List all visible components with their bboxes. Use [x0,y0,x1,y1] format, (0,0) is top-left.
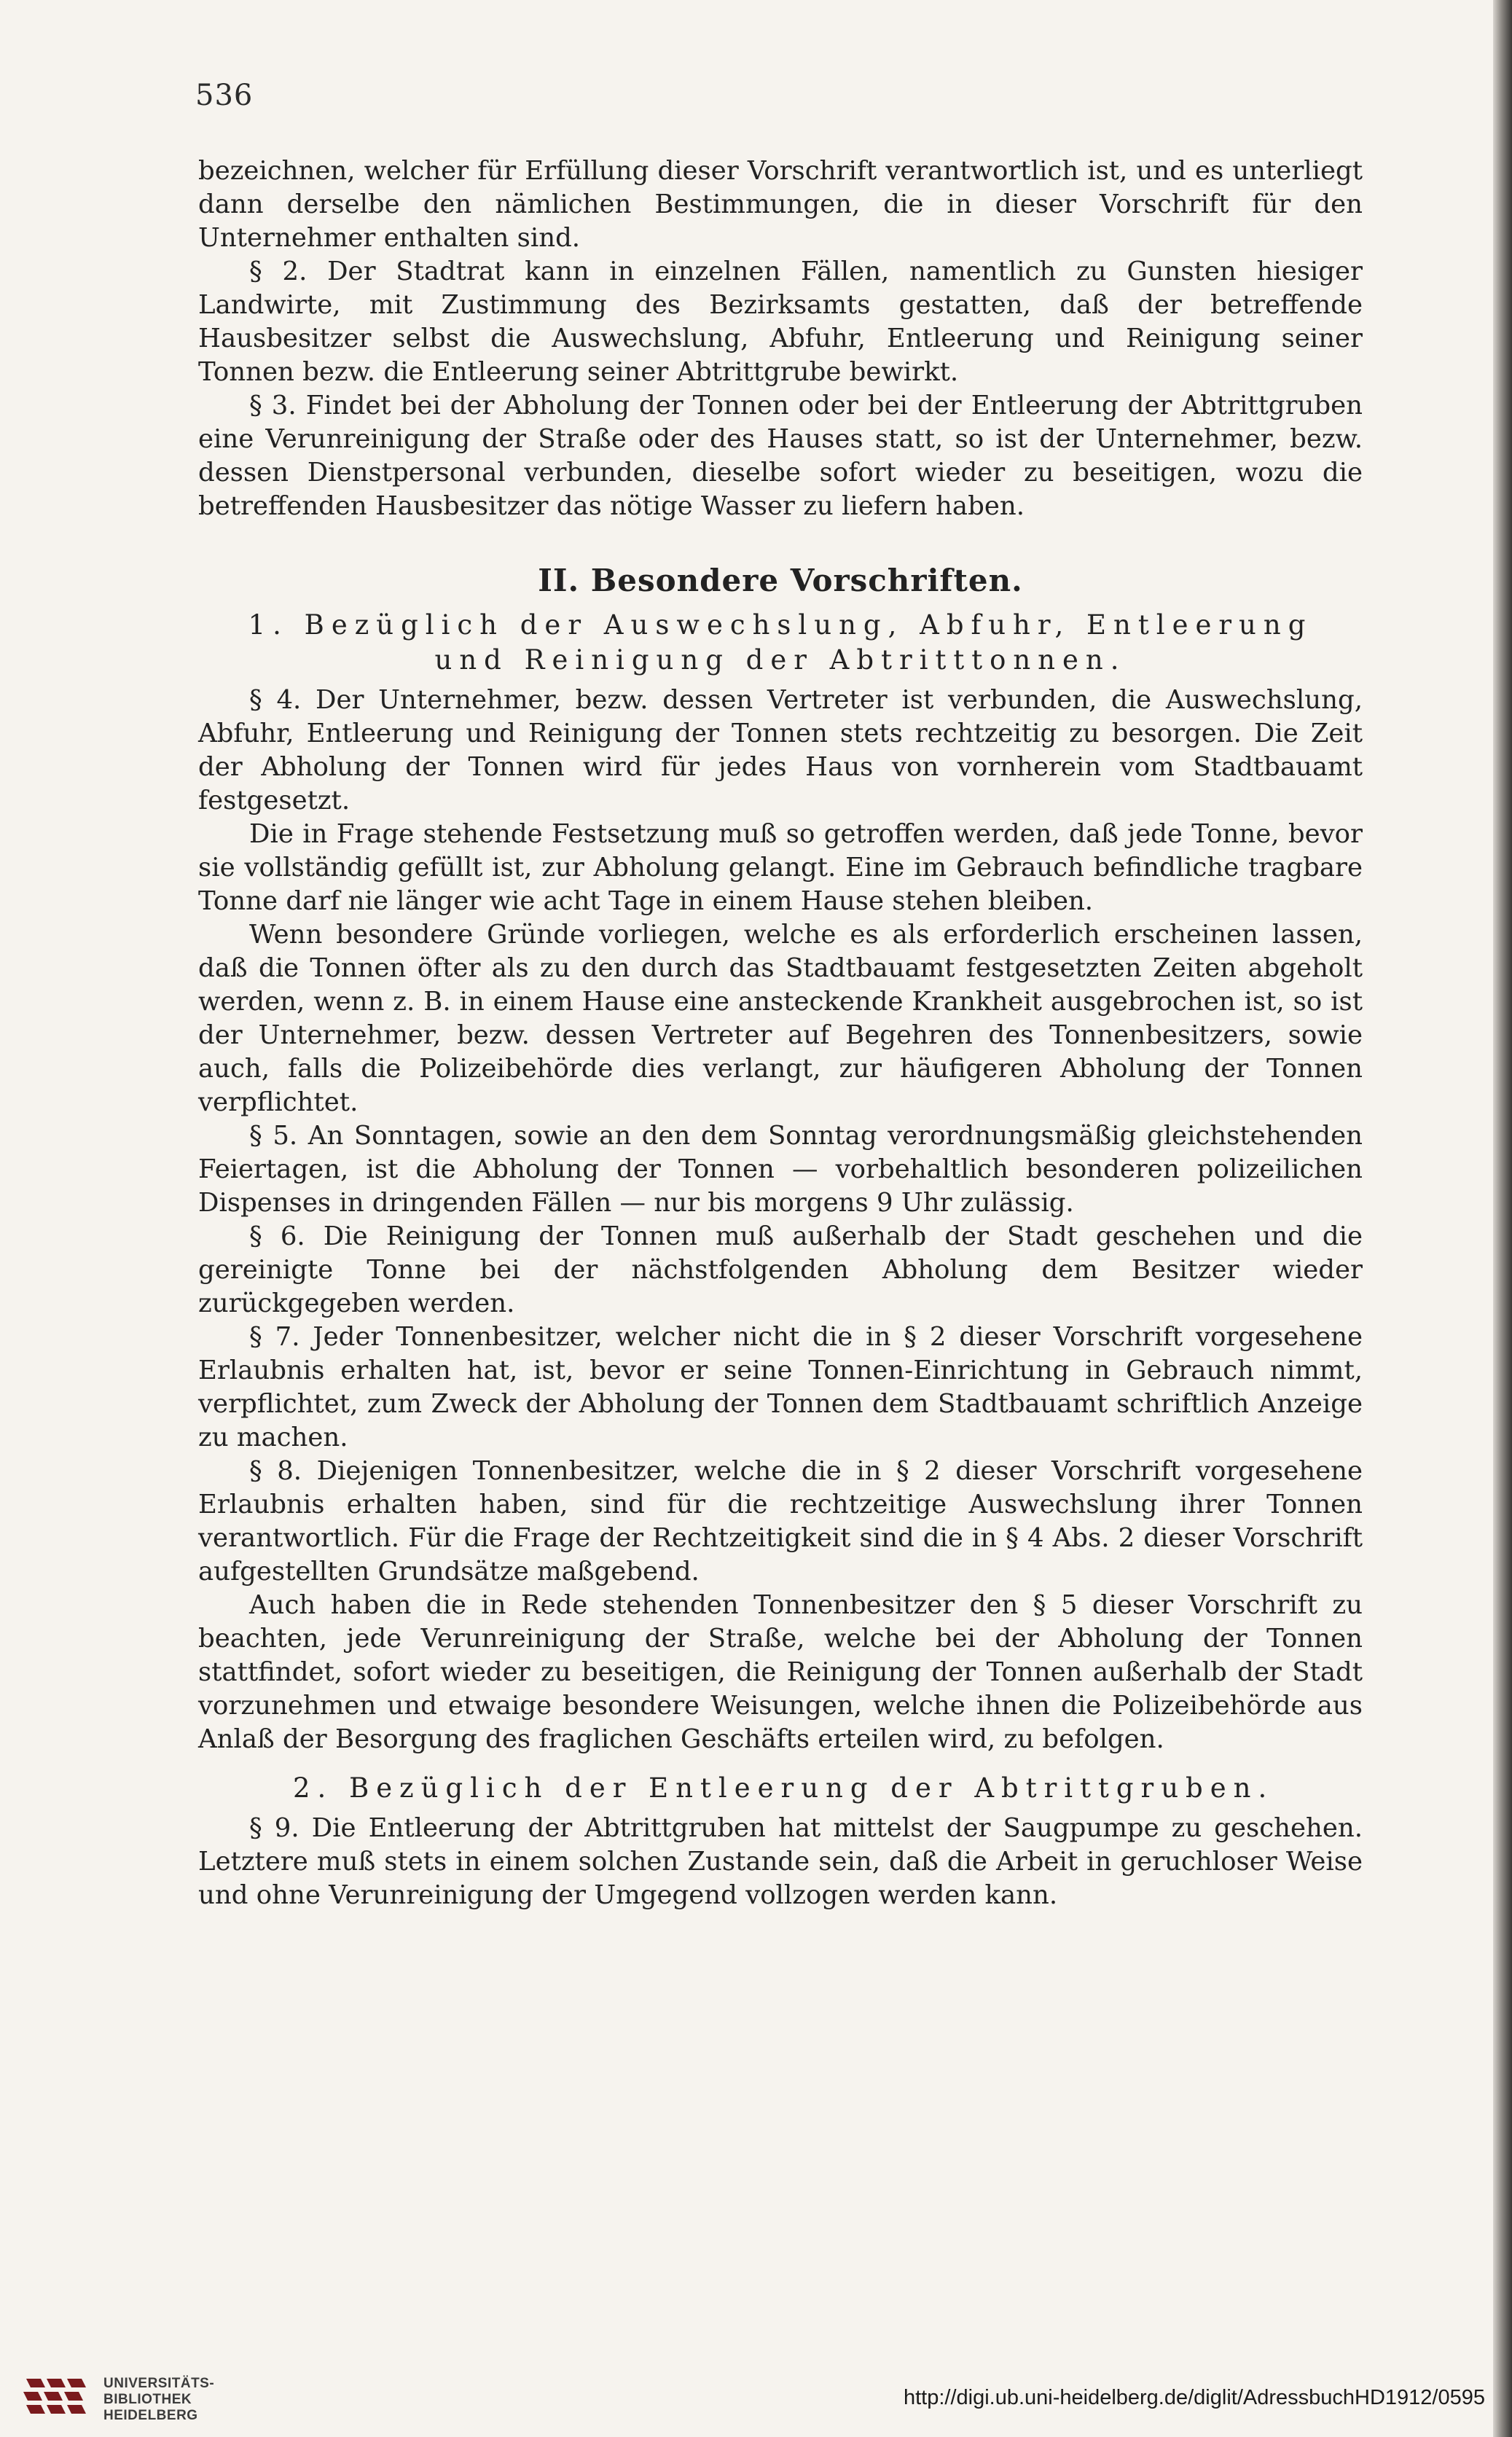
text-column [198,154,1363,1912]
library-line: HEIDELBERG [103,2408,198,2423]
subsection-heading-1: 1. Bezüglich der Auswechslung, Abfuhr, Entleerung [248,609,1313,641]
paragraph: Auch haben die in Rede stehenden Tonnenbesitzer den § 5 dieser Vorschrift zu beachten, jede Verunreinigung der Straße, welche bei der Abholung der Tonnen stattfindet, sofort wieder zu beseitigen, die Reinigung der Tonnen außerhalb der Stadt vorzunehmen und etwaige besondere Weisungen, welche ihnen die Polizeibehörde aus Anlaß der Besorgung des fraglichen Geschäfts erteilen wird, zu befolgen. [198,1590,1363,1754]
paragraph-section-3: § 3. Findet bei der Abholung der Tonnen oder bei der Entleerung der Abtrittgruben eine Verunreinigung der Straße oder des Hauses statt, so ist der Unternehmer, bezw. dessen Dienstpersonal verbunden, dieselbe sofort wieder zu beseitigen, wozu die betreffenden Hausbesitzer das nötige Wasser zu liefern haben. [198,391,1363,521]
paragraph-section-5: § 5. An Sonntagen, sowie an den dem Sonntag verordnungsmäßig gleichstehenden Feiertagen, ist die Abholung der Tonnen — vorbehaltlich besonderen polizeilichen Dispenses in dringenden Fällen — nur bis morgens 9 Uhr zulässig. [198,1121,1363,1218]
section-heading: II. Besondere Vorschriften. [538,563,1023,598]
library-name [103,2376,214,2424]
paragraph-section-7: § 7. Jeder Tonnenbesitzer, welcher nicht die in § 2 dieser Vorschrift vorgesehene Erlaubnis erhalten hat, ist, bevor er seine Tonnen-Einrichtung in Gebrauch nimmt, verpflichtet, zum Zweck der Abholung der Tonnen dem Stadtbauamt schriftlich Anzeige zu machen. [198,1322,1363,1452]
paragraph: Wenn besondere Gründe vorliegen, welche es als erforderlich erscheinen lassen, daß die Tonnen öfter als zu den durch das Stadtbauamt festgesetzten Zeiten abgeholt werden, wenn z. B. in einem Hause eine ansteckende Krankheit ausgebrochen ist, so ist der Unternehmer, bezw. dessen Vertreter auf Begehren des Tonnenbesitzers, sowie auch, falls die Polizeibehörde dies verlangt, zur häufigeren Abholung der Tonnen verpflichtet. [198,920,1363,1117]
paragraph-section-6: § 6. Die Reinigung der Tonnen muß außerhalb der Stadt geschehen und die gereinigte Tonne bei der nächstfolgenden Abholung dem Besitzer wieder zurückgegeben werden. [198,1221,1363,1318]
university-library-logo-icon [19,2373,92,2425]
library-line: UNIVERSITÄTS- [103,2376,215,2391]
paragraph-section-4: § 4. Der Unternehmer, bezw. dessen Vertreter ist verbunden, die Auswechslung, Abfuhr, Entleerung und Reinigung der Tonnen stets rechtzeitig zu besorgen. Die Zeit der Abholung der Tonnen wird für jedes Haus von vornherein vom Stadtbauamt festgesetzt. [198,685,1363,815]
paragraph-section-8: § 8. Diejenigen Tonnenbesitzer, welche die in § 2 dieser Vorschrift vorgesehene Erlaubnis erhalten haben, sind für die rechtzeitige Auswechslung ihrer Tonnen verantwortlich. Für die Frage der Rechtzeitigkeit sind die in § 4 Abs. 2 dieser Vorschrift aufgestellten Grundsätze maßgebend. [198,1456,1363,1587]
footer-bar [0,2360,1501,2437]
paragraph: Die in Frage stehende Festsetzung muß so getroffen werden, daß jede Tonne, bevor sie vollständig gefüllt ist, zur Abholung gelangt. Eine im Gebrauch befindliche tragbare Tonne darf nie länger wie acht Tage in einem Hause stehen bleiben. [198,819,1363,916]
paragraph-section-2: § 2. Der Stadtrat kann in einzelnen Fällen, namentlich zu Gunsten hiesiger Landwirte, mit Zustimmung des Bezirksamts gestatten, daß der betreffende Hausbesitzer selbst die Auswechslung, Abfuhr, Entleerung und Reinigung seiner Tonnen bezw. die Entleerung seiner Abtrittgrube bewirkt. [198,257,1363,387]
subsection-heading-1-line2: und Reinigung der Abtritttonnen. [434,644,1127,676]
library-line: BIBLIOTHEK [103,2392,192,2407]
book-edge [1493,0,1512,2437]
paragraph: bezeichnen, welcher für Erfüllung dieser Vorschrift verantwortlich ist, und es unterliegt dann derselbe den nämlichen Bestimmungen, die in dieser Vorschrift für den Unternehmer enthalten sind. [198,156,1363,253]
subsection-heading-2: 2. Bezüglich der Entleerung der Abtrittgruben. [293,1772,1274,1804]
paragraph-section-9: § 9. Die Entleerung der Abtrittgruben hat mittelst der Saugpumpe zu geschehen. Letztere muß stets in einem solchen Zustande sein, daß die Arbeit in geruchloser Weise und ohne Verunreinigung der Umgegend vollzogen werden kann. [198,1813,1363,1910]
page-number: 536 [195,79,254,112]
source-url[interactable]: http://digi.ub.uni-heidelberg.de/diglit/AdressbuchHD1912/0595 [903,2386,1485,2409]
